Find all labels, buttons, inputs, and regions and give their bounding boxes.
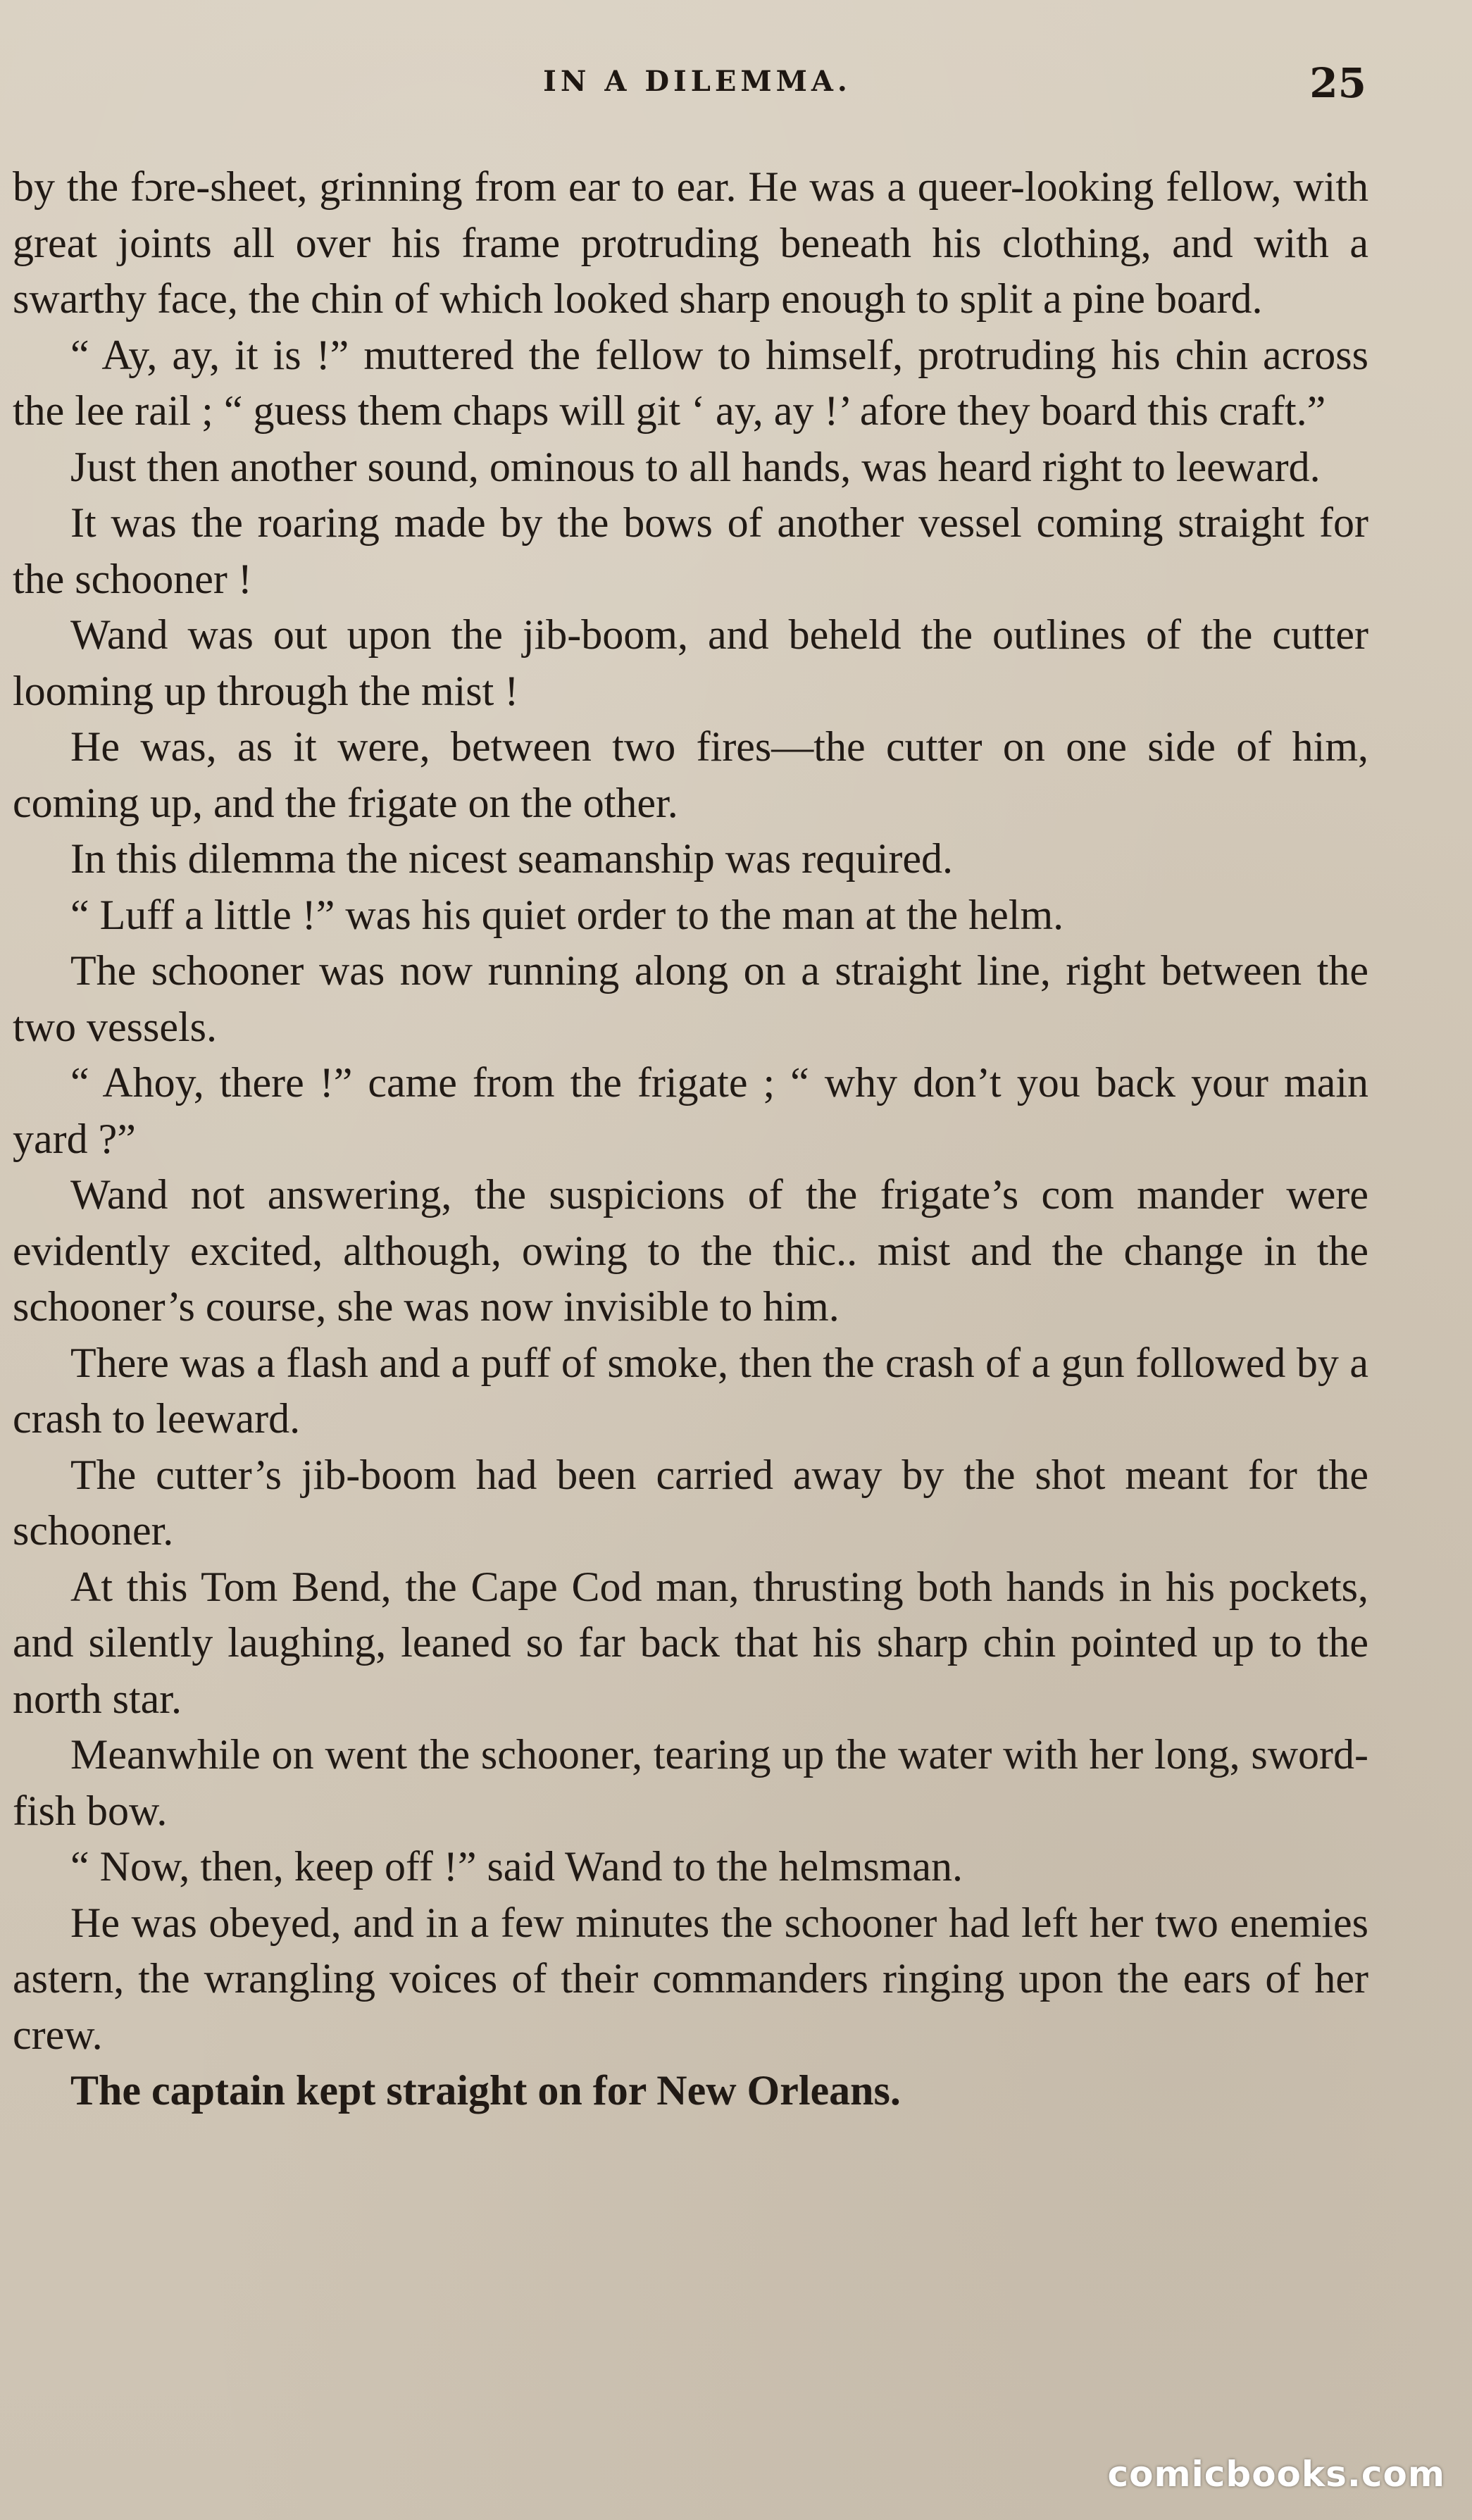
paragraph: He was obeyed, and in a few minutes the schooner had left her two enemies astern, the wrangling voices of their commanders ringing upon the ears of her crew. xyxy=(13,1899,1368,2058)
paragraph: The cutter’s jib-boom had been carried away by the shot meant for the schooner. xyxy=(13,1451,1368,1554)
paragraph: Just then another sound, ominous to all hands, was heard right to leeward. xyxy=(70,443,1321,490)
running-title: IN A DILEMMA. xyxy=(543,65,852,98)
paragraph: Wand was out upon the jib-boom, and beheld the outlines of the cutter looming up through the mist ! xyxy=(13,611,1368,714)
paragraph: Meanwhile on went the schooner, tearing up the water with her long, sword-fish bow. xyxy=(13,1731,1368,1834)
paragraph: It was the roaring made by the bows of another vessel coming straight for the schooner ! xyxy=(13,499,1368,602)
paragraph: In this dilemma the nicest seamanship was required. xyxy=(70,835,953,882)
paragraph: He was, as it were, between two fires—the cutter on one side of him, coming up, and the frigate on the other. xyxy=(13,723,1368,826)
page-number: 25 xyxy=(1309,59,1366,107)
paragraph: There was a flash and a puff of smoke, then the crash of a gun followed by a crash to leeward. xyxy=(13,1339,1368,1442)
running-head xyxy=(0,59,1472,121)
paragraph: Wand not answering, the suspicions of the frigate’s com mander were evidently excited, although, owing to the thic.. mist and the change in the schooner’s course, she was now invisible to him. xyxy=(13,1171,1368,1330)
watermark: comicbooks.com xyxy=(1107,2454,1445,2495)
paragraph: “ Now, then, keep off !” said Wand to the helmsman. xyxy=(70,1843,963,1890)
paragraph: At this Tom Bend, the Cape Cod man, thrusting both hands in his pockets, and silently laughing, leaned so far back that his sharp chin pointed up to the north star. xyxy=(13,1563,1368,1722)
paragraph: “ Ay, ay, it is !” muttered the fellow to himself, protruding his chin across the lee rail ; “ guess them chaps will git ‘ ay, ay !’ afore they board this craft.” xyxy=(13,331,1368,434)
paragraph: The schooner was now running along on a straight line, right between the two vessels. xyxy=(13,947,1368,1050)
paragraph: by the fɔre-sheet, grinning from ear to ear. He was a queer-looking fellow, with great joints all over his frame protruding beneath his clothing, and with a swarthy face, the chin of which looked sharp enough to split a pine board. xyxy=(13,163,1368,322)
paragraph: “ Luff a little !” was his quiet order to the man at the helm. xyxy=(70,891,1064,938)
paragraph: “ Ahoy, there !” came from the frigate ; “ why don’t you back your main yard ?” xyxy=(13,1059,1368,1162)
paragraph: The captain kept straight on for New Orleans. xyxy=(70,2067,901,2114)
body-text xyxy=(13,159,1368,2119)
